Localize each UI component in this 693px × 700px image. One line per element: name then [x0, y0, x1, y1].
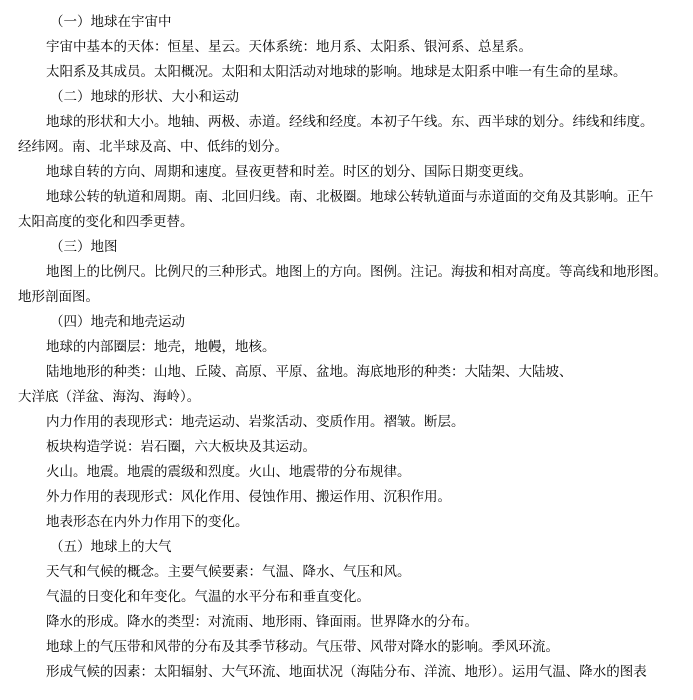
paragraph-line: 地球上的气压带和风带的分布及其季节移动。气压带、风带对降水的影响。季风环流。: [46, 639, 559, 655]
paragraph-continuation: 经纬网。南、北半球及高、中、低纬的划分。: [18, 139, 288, 155]
paragraph-line: 内力作用的表现形式：地壳运动、岩浆活动、变质作用。褶皱。断层。: [46, 414, 465, 430]
paragraph-continuation: 地形剖面图。: [18, 289, 99, 305]
paragraph-line: 降水的形成。降水的类型：对流雨、地形雨、锋面雨。世界降水的分布。: [46, 614, 478, 630]
section-heading-5: （五）地球上的大气: [50, 539, 172, 555]
paragraph-line: 地球的形状和大小。地轴、两极、赤道。经线和经度。本初子午线。东、西半球的划分。纬线和纬度。: [46, 114, 654, 130]
paragraph-line: 地图上的比例尺。比例尺的三种形式。地图上的方向。图例。注记。海拔和相对高度。等高线和地形图。: [46, 264, 667, 280]
paragraph-line: 太阳系及其成员。太阳概况。太阳和太阳活动对地球的影响。地球是太阳系中唯一有生命的星球。: [46, 64, 627, 80]
paragraph-line: 板块构造学说：岩石圈，六大板块及其运动。: [46, 439, 316, 455]
paragraph-line: 外力作用的表现形式：风化作用、侵蚀作用、搬运作用、沉积作用。: [46, 489, 451, 505]
paragraph-line: 天气和气候的概念。主要气候要素：气温、降水、气压和风。: [46, 564, 411, 580]
paragraph-line: 宇宙中基本的天体：恒星、星云。天体系统：地月系、太阳系、银河系、总星系。: [46, 39, 532, 55]
paragraph-line: 地表形态在内外力作用下的变化。: [46, 514, 249, 530]
paragraph-line: 地球公转的轨道和周期。南、北回归线。南、北极圈。地球公转轨道面与赤道面的交角及其影响。正午: [46, 189, 654, 205]
section-heading-4: （四）地壳和地壳运动: [50, 314, 185, 330]
paragraph-line: 形成气候的因素：太阳辐射、大气环流、地面状况（海陆分布、洋流、地形）。运用气温、降水的图表: [46, 664, 647, 680]
paragraph-line: 陆地地形的种类：山地、丘陵、高原、平原、盆地。海底地形的种类：大陆架、大陆坡、: [46, 364, 573, 380]
paragraph-continuation: 大洋底（洋盆、海沟、海岭）。: [18, 389, 201, 405]
paragraph-line: 火山。地震。地震的震级和烈度。火山、地震带的分布规律。: [46, 464, 411, 480]
paragraph-line: 地球的内部圈层：地壳，地幔，地核。: [46, 339, 276, 355]
section-heading-3: （三）地图: [50, 239, 118, 255]
paragraph-continuation: 太阳高度的变化和四季更替。: [18, 214, 194, 230]
section-heading-2: （二）地球的形状、大小和运动: [50, 89, 239, 105]
paragraph-line: 地球自转的方向、周期和速度。昼夜更替和时差。时区的划分、国际日期变更线。: [46, 164, 532, 180]
document-body: [0, 10, 693, 685]
paragraph-line: 气温的日变化和年变化。气温的水平分布和垂直变化。: [46, 589, 370, 605]
section-heading-1: （一）地球在宇宙中: [50, 14, 172, 30]
